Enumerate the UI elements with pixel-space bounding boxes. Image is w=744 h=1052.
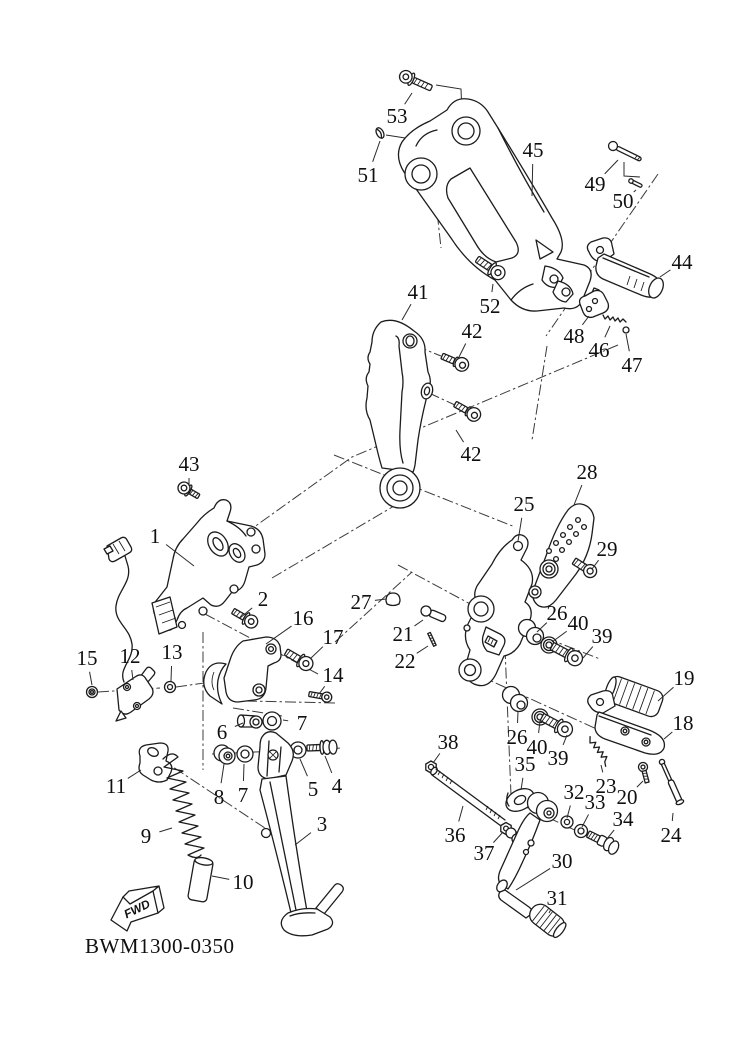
callout-leader-39 [583,647,593,658]
part-34-bolt [584,828,621,856]
callout-leader-23 [601,765,603,772]
callout-39: 39 [591,624,613,648]
part-24-pin [657,758,684,806]
part-2-bolt [230,605,260,630]
callout-leader-28 [574,485,582,505]
callout-layer [77,93,695,913]
callout-8: 8 [213,785,225,809]
part-47-ball [623,327,629,333]
callout-leader-36 [459,806,463,822]
callout-13: 13 [161,640,183,664]
callout-leader-16 [266,626,292,644]
callout-leader-21 [414,620,423,626]
callout-leader-5 [300,759,307,776]
callout-48: 48 [563,324,585,348]
callout-leader-27 [375,599,386,600]
callout-10: 10 [232,870,254,894]
part-8-nut [214,745,235,764]
callout-5: 5 [307,777,319,801]
part-49-pin [607,140,643,164]
callout-35: 35 [514,752,536,776]
part-25-footrest-bracket-rear [459,535,533,686]
fwd-label: FWD [121,896,153,922]
callout-33: 33 [584,790,606,814]
callout-leader-22 [417,646,428,653]
callout-leader-40 [552,631,567,642]
part-42-bolt-lower [452,398,483,424]
callout-leader-13 [171,666,172,681]
callout-leader-9 [159,828,172,832]
callout-47: 47 [621,353,643,377]
callout-leader-20 [637,781,643,787]
callout-49: 49 [584,172,606,196]
callout-26: 26 [546,601,568,625]
callout-leader-33 [582,814,589,827]
part-53-bolt [397,68,434,94]
drawing-code: BWM1300-0350 [85,934,235,958]
callout-26: 26 [506,725,528,749]
part-36-shift-rod [429,766,505,826]
part-12-sidestand-switch [104,537,155,721]
part-33-washer [575,825,588,838]
part-10-rubber-damper [187,856,213,902]
callout-leader-3 [295,833,311,845]
callout-leader-44 [660,270,670,277]
callout-41: 41 [407,280,429,304]
part-39-bolt-upper [548,639,585,668]
callout-42: 42 [460,442,482,466]
callout-leader-8 [221,764,224,783]
callout-leader-10 [212,876,229,879]
part-4-bolt [307,740,337,755]
callout-leader-46 [605,326,610,337]
fwd-arrow [111,886,164,931]
part-17-bolt [283,646,316,673]
part-7-washer-lower [237,746,253,762]
part-15-nut [87,687,98,698]
part-21-pin [419,604,447,623]
callout-4: 4 [331,774,343,798]
callout-leader-17 [310,647,323,659]
callout-25: 25 [513,492,535,516]
part-7-washer-upper [263,712,281,730]
callout-leader-50 [634,190,636,192]
callout-40: 40 [567,611,589,635]
callout-12: 12 [119,644,141,668]
callout-50: 50 [612,189,634,213]
callout-leader-47 [626,334,629,351]
part-13-washer [165,682,176,693]
callout-3: 3 [316,812,328,836]
callout-40: 40 [526,735,548,759]
callout-29: 29 [596,537,618,561]
callout-14: 14 [322,663,344,687]
callout-leader-11 [128,770,141,778]
part-20-screw [637,761,651,783]
callout-leader-7 [283,720,288,721]
callout-32: 32 [563,780,585,804]
callout-51: 51 [357,163,379,187]
part-28-heel-guard [529,504,594,607]
callout-leader-45 [532,164,533,196]
callout-30: 30 [551,849,573,873]
part-14-bolt [308,689,332,703]
callout-leader-49 [605,160,618,174]
part-22-screw [428,632,436,646]
callout-28: 28 [576,460,598,484]
callout-leader-37 [493,832,503,843]
callout-leader-42 [456,430,464,442]
callout-17: 17 [322,625,344,649]
part-11-spring-hook [139,743,172,782]
callout-31: 31 [546,886,568,910]
callout-leader-38 [433,753,440,763]
callout-44: 44 [671,250,693,274]
callout-leader-42 [458,344,466,359]
callout-45: 45 [522,138,544,162]
callout-42: 42 [461,319,483,343]
callout-11: 11 [105,774,127,798]
callout-leader-41 [402,304,411,320]
callout-19: 19 [673,666,695,690]
callout-16: 16 [292,606,314,630]
callout-38: 38 [437,730,459,754]
part-42-bolt-upper [439,350,470,374]
callout-21: 21 [392,622,414,646]
callout-leader-30 [516,868,550,890]
part-6-collar [238,715,263,728]
part-41-guard-bracket [366,320,434,508]
callout-36: 36 [444,823,466,847]
part-50-pin [628,178,643,188]
callout-46: 46 [588,338,610,362]
callout-53: 53 [386,104,408,128]
callout-7: 7 [296,711,308,735]
part-26-collar-lower [503,687,528,712]
callout-20: 20 [616,785,638,809]
part-51-plug [374,126,385,139]
callout-9: 9 [140,824,152,848]
callout-leader-4 [325,756,332,773]
part-23-spring [585,736,611,766]
callout-24: 24 [660,823,682,847]
part-27-cap [386,593,400,606]
part-26-collar-upper [519,620,544,645]
callout-15: 15 [76,646,98,670]
callout-27: 27 [350,590,372,614]
callout-39: 39 [547,746,569,770]
callout-52: 52 [479,294,501,318]
part-16-bracket [204,637,281,704]
callout-leader-24 [672,813,673,821]
callout-leader-15 [90,672,92,685]
callout-leader-7 [243,764,244,781]
callout-leader-53 [405,93,412,104]
callout-37: 37 [473,841,495,865]
callout-leader-51 [373,141,380,162]
callout-43: 43 [178,452,200,476]
callout-2: 2 [257,587,269,611]
callout-18: 18 [672,711,694,735]
callout-7: 7 [237,783,249,807]
callout-34: 34 [612,807,634,831]
callout-leader-52 [492,284,493,292]
callout-leader-18 [664,732,672,739]
callout-6: 6 [216,720,228,744]
callout-1: 1 [149,524,161,548]
part-3-side-stand [258,732,343,936]
callout-23: 23 [595,774,617,798]
part-46-spring-screw [603,315,626,322]
callout-22: 22 [394,649,416,673]
